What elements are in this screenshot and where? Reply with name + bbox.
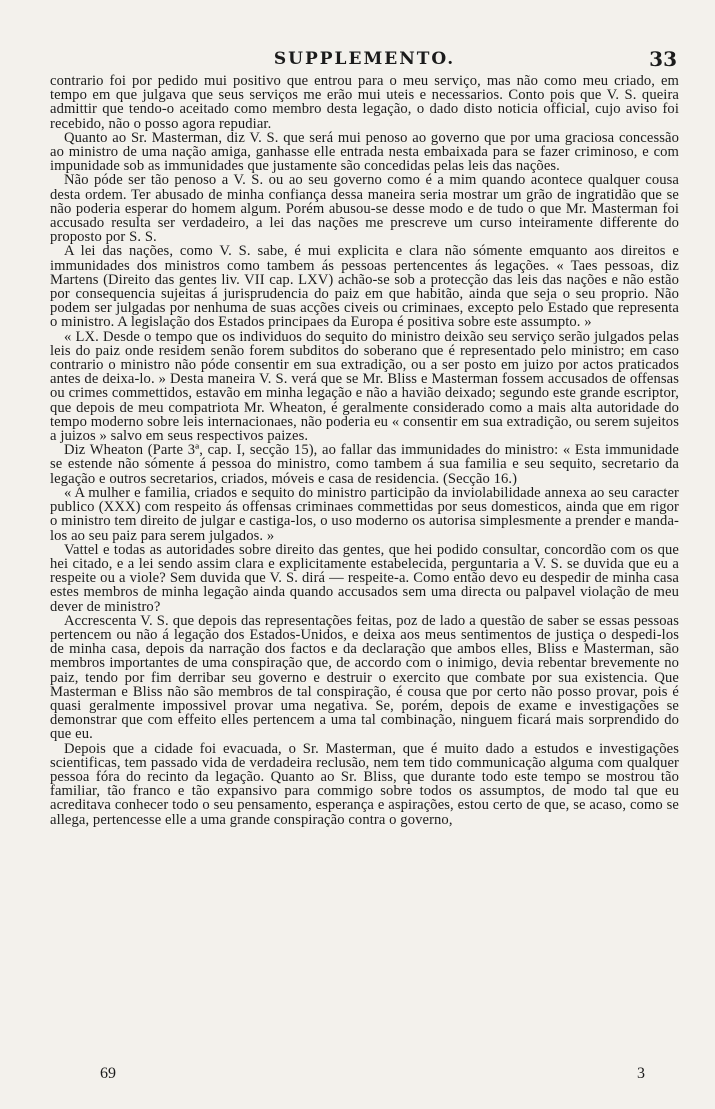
body-text	[50, 74, 679, 827]
page-number: 33	[649, 47, 677, 71]
paragraph: Não póde ser tão penoso a V. S. ou ao seu governo como é a mim quando acontece qualquer cousa desta ordem. Ter abusado de minha confiança dessa maneira seria mostrar um grão de ingratidão que se não poderia esperar do homem algum. Porém abusou-se desse modo e de tudo o que Mr. Masterman foi accusado resulta ser verdadeiro, a lei das nações me prescreve um curso inteiramente differente do proposto por S. S.	[50, 172, 679, 246]
page-footer	[100, 1065, 645, 1083]
paragraph: Quanto ao Sr. Masterman, diz V. S. que será mui penoso ao governo que por uma graciosa concessão ao ministro de uma nação amiga, ganhasse elle entrada nesta embaixada para se fazer criminoso, e com impunidade sob as immunidades que justamente são concedidas pelas leis das nações.	[50, 129, 679, 175]
paragraph: Vattel e todas as autoridades sobre direito das gentes, que hei podido consultar, concordão com os que hei citado, e a lei sendo assim clara e explicitamente estabelecida, perguntaria a V. S. se duvida que eu a respeite ou a viole? Sem duvida que V. S. dirá — respeite-a. Como então devo eu despedir de minha casa estes membros de minha legação ainda quando accusados sem uma directa ou palpavel violação de meu dever de ministro?	[50, 541, 679, 615]
paragraph: A lei das nações, como V. S. sabe, é mui explicita e clara não sómente emquanto aos direitos e immunidades dos ministros como tambem ás pessoas pertencentes ás legações. « Taes pessoas, diz Martens (Direito das gentes liv. VII cap. LXV) achão-se sob a protecção das leis das nações e não estão por consequencia sujeitas á jurisprudencia do paiz em que habitão, ainda que seja o seu proprio. Não podem ser julgadas por nenhuma de suas acções civeis ou criminaes, excepto pelo Estado que representa o ministro. A legislação dos Estados principaes da Europa é positiva sobre este assumpto. »	[50, 243, 679, 331]
paragraph: « A mulher e familia, criados e sequito do ministro participão da inviolabilidade annexa ao seu caracter publico (XXX) com respeito ás offensas criminaes commettidas por seus domesticos, ainda que em rigor o ministro tem direito de julgar e castiga-los, o uso moderno os autorisa simplesmente a prender e manda-los ao seu paiz para serem julgados. »	[50, 484, 679, 544]
page-header	[50, 44, 679, 74]
signature-mark-right: 3	[637, 1065, 645, 1082]
paragraph: Depois que a cidade foi evacuada, o Sr. Masterman, que é muito dado a estudos e investigações scientificas, tem passado vida de verdadeira reclusão, nem tem tido communicação alguma com qualquer pessoa fóra do recinto da legação. Quanto ao Sr. Bliss, que durante todo este tempo se mostrou tão familiar, tão franco e tão expansivo para commigo sobre todos os assumptos, de modo tal que eu acreditava conhecer todo o seu pensamento, esperança e aspirações, estou certo de que, se acaso, como se allega, pertencesse elle a uma grande conspiração contra o governo,	[50, 740, 679, 828]
paragraph: contrario foi por pedido mui positivo que entrou para o meu serviço, mas não como meu criado, em tempo em que julgava que seus serviços me erão mui uteis e necessarios. Conto pois que V. S. queira admittir que tendo-o aceitado como membro desta legação, o dado disto noticia official, cujo aviso foi recebido, não o posso agora repudiar.	[50, 73, 679, 132]
paragraph: Diz Wheaton (Parte 3ª, cap. I, secção 15), ao fallar das immunidades do ministro: « Esta immunidade se estende não sómente á pessoa do ministro, como tambem á sua familia e seu sequito, secretario da legação e outros secretarios, criados, móveis e casa de residencia. (Secção 16.)	[50, 442, 679, 487]
paragraph: « LX. Desde o tempo que os individuos do sequito do ministro deixão seu serviço serão julgados pelas leis do paiz onde residem senão forem subditos do soberano que é representado pelo ministro; em caso contrario o ministro não póde consentir em sua extradição, ou a ser posto em juizo por actos praticados antes de deixa-lo. » Desta maneira V. S. verá que se Mr. Bliss e Masterman fossem accusados de offensas ou crimes commettidos, estavão em minha legação e não a havião deixado; segundo este grande escriptor, que depois de meu compatriota Mr. Wheaton, é geralmente considerado como a mais alta autoridade do tempo moderno sobre leis internacionaes, não poderia eu « consentir em sua extradição, ou serem sujeitos a juizos » salvo em seus respectivos paizes.	[50, 328, 679, 445]
page-title: SUPPLEMENTO.	[273, 49, 456, 69]
paragraph: Accrescenta V. S. que depois das representações feitas, poz de lado a questão de saber se essas pessoas pertencem ou não á legação dos Estados-Unidos, e deixa aos meus sentimentos de justiça o despedi-los de minha casa, depois da narração dos factos e da declaração que ambos elles, Bliss e Masterman, são membros importantes de uma conspiração que, de accordo com o inimigo, devia rebentar brevemente no paiz, tendo por fim derribar seu governo e destruir o exercito que combate por sua existencia. Que Masterman e Bliss não são membros de tal conspiração, é cousa que por certo não posso provar, pois é quasi geralmente impossivel provar uma negativa. Se, porém, depois de exame e investigações se demonstrar que com effeito elles pertencem a uma tal combinação, ninguem ficará mais sorprendido do que eu.	[50, 612, 679, 743]
signature-mark-left: 69	[100, 1065, 116, 1082]
